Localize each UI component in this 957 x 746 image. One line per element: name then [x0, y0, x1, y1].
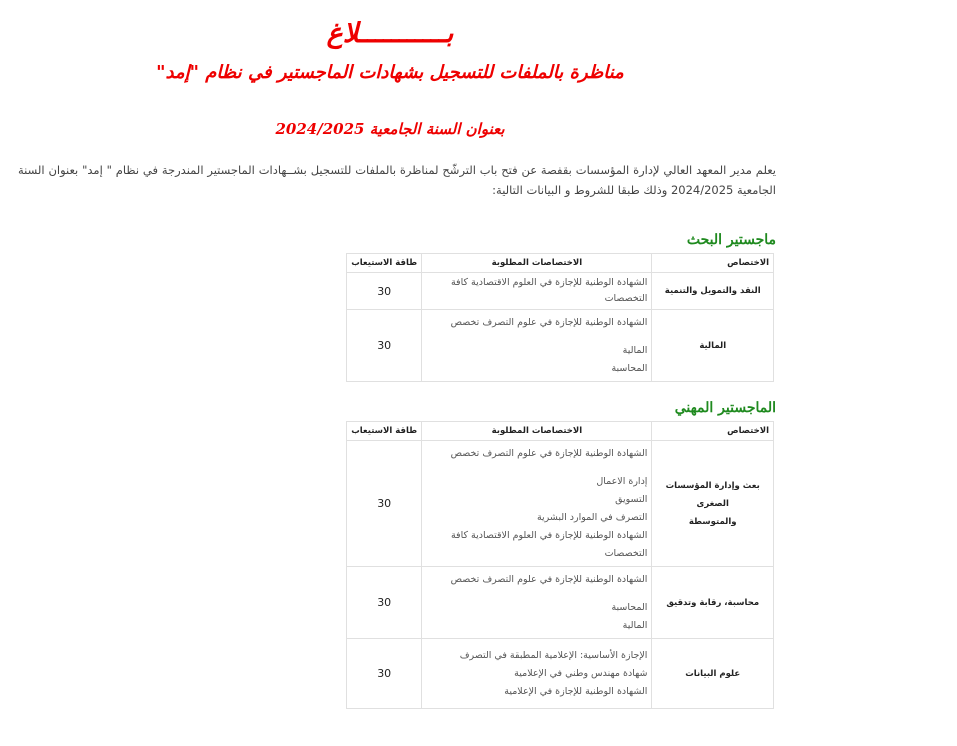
speciality-cell: المالية: [652, 310, 774, 382]
table-header-row: [347, 422, 774, 441]
required-line: التخصصات: [604, 547, 648, 559]
capacity-cell: 30: [347, 441, 422, 567]
speciality-cell: [652, 441, 774, 567]
required-line: المحاسبة: [611, 601, 648, 613]
capacity-cell: 30: [347, 567, 422, 639]
academic-year-line: بعنوان السنة الجامعية 2024/2025: [275, 120, 505, 138]
required-cell: [422, 441, 652, 567]
intro-paragraph: يعلم مدير المعهد العالي لإدارة المؤسسات بقفصة عن فتح باب الترشّح لمناظرة بالملفات للتسجيل بشــهادات الماجستير المندرجة في نظام " إمد" بعنوان السنة الجامعية 2024/2025 وذلك طبقا للشروط و البيانات التالية:: [18, 163, 776, 197]
required-line: التصرف في الموارد البشرية: [536, 511, 648, 523]
notice-title: بـــــــــــلاغ: [326, 18, 454, 49]
required-line: الشهادة الوطنية للإجازة في علوم التصرف تخصص: [450, 573, 648, 585]
table-row: [347, 441, 774, 567]
required-line: المالية: [622, 344, 648, 356]
capacity-cell: 30: [347, 639, 422, 709]
table-row: [347, 567, 774, 639]
required-line: المالية: [622, 619, 648, 631]
required-cell: [422, 567, 652, 639]
table-row: [347, 310, 774, 382]
speciality-cell: محاسبة، رقابة وتدقيق: [652, 567, 774, 639]
professional-master-heading: الماجستير المهني: [674, 400, 776, 416]
table-row: [347, 273, 774, 310]
capacity-cell: 30: [347, 310, 422, 382]
required-line: التسويق: [615, 493, 648, 505]
required-line: التخصصات: [604, 293, 648, 304]
research-master-heading: ماجستير البحث: [686, 232, 776, 248]
speciality-cell: النقد والتمويل والتنمية: [652, 273, 774, 310]
notice-subtitle: مناظرة بالملفات للتسجيل بشهادات الماجستير في نظام "إمد": [156, 62, 624, 83]
research-master-table: [346, 253, 774, 382]
required-cell: [422, 310, 652, 382]
table-row: [347, 639, 774, 709]
required-line: الشهادة الوطنية للإجازة في الإعلامية: [504, 685, 648, 697]
column-header-required: الاختصاصات المطلوبة: [422, 254, 652, 273]
column-header-capacity: طاقة الاستيعاب: [347, 422, 422, 441]
column-header-capacity: طاقة الاستيعاب: [347, 254, 422, 273]
required-cell: [422, 639, 652, 709]
required-line: إدارة الاعمال: [596, 475, 648, 487]
speciality-line: والمتوسطة: [688, 516, 737, 527]
professional-master-table: [346, 421, 774, 709]
speciality-line: بعث وإدارة المؤسسات: [665, 480, 760, 491]
column-header-speciality: الاختصاص: [652, 254, 774, 273]
required-line: الشهادة الوطنية للإجازة في العلوم الاقتصادية كافة: [450, 529, 648, 541]
required-cell: [422, 273, 652, 310]
required-line: الشهادة الوطنية للإجازة في علوم التصرف تخصص: [450, 316, 648, 328]
speciality-cell: علوم البيانات: [652, 639, 774, 709]
speciality-line: الصغرى: [696, 498, 729, 509]
column-header-required: الاختصاصات المطلوبة: [422, 422, 652, 441]
required-line: المحاسبة: [611, 362, 648, 374]
required-line: شهادة مهندس وطني في الإعلامية: [514, 667, 648, 679]
required-line: الإجازة الأساسية: الإعلامية المطبقة في التصرف: [459, 649, 648, 661]
required-line: الشهادة الوطنية للإجازة في علوم التصرف تخصص: [450, 447, 648, 459]
required-line: الشهادة الوطنية للإجازة في العلوم الاقتصادية كافة: [450, 277, 648, 288]
table-header-row: [347, 254, 774, 273]
capacity-cell: 30: [347, 273, 422, 310]
column-header-speciality: الاختصاص: [652, 422, 774, 441]
